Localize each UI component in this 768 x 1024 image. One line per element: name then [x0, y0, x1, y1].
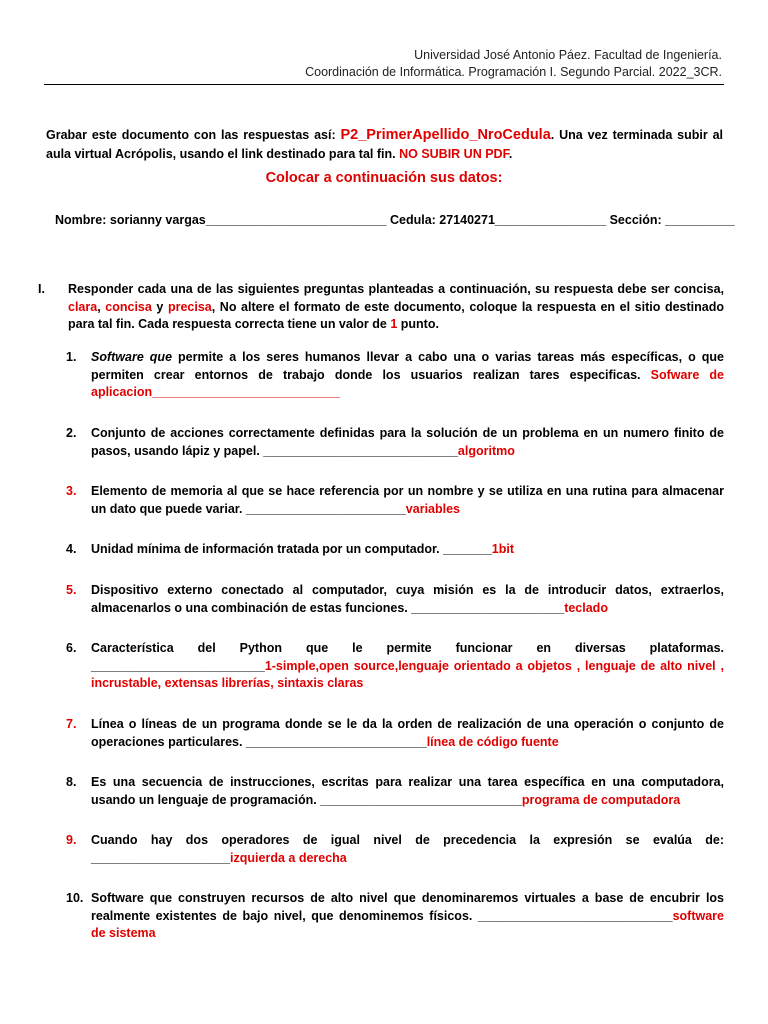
question-5: [66, 582, 724, 617]
question-body: [91, 349, 724, 402]
question-body: [91, 582, 724, 617]
question-body: [91, 832, 724, 867]
word-concisa: concisa: [105, 299, 152, 314]
question-8: [66, 774, 724, 809]
answer-text[interactable]: programa de computadora: [521, 792, 681, 807]
question-body: [91, 541, 724, 559]
question-body: [91, 890, 724, 943]
header-line-2: Coordinación de Informática. Programación I. Segundo Parcial. 2022_3CR.: [305, 65, 722, 79]
header-line-1: Universidad José Antonio Páez. Facultad de Ingeniería.: [414, 48, 722, 62]
answer-text[interactable]: 1-simple,open source,lenguaje orientado a objetos , lenguaje de alto nivel , incrustable, extensas librerías, sintaxis claras: [91, 658, 724, 690]
header-divider: [44, 84, 724, 85]
question-4: [66, 541, 724, 559]
section-and: y: [151, 299, 168, 314]
question-9: [66, 832, 724, 867]
question-6: [66, 640, 724, 693]
question-text: Conjunto de acciones correctamente definidas para la solución de un problema en un numero finito de pasos, usando lápiz y papel. ____________________________: [91, 426, 724, 458]
question-body: [91, 774, 724, 809]
question-text: Línea o líneas de un programa donde se le da la orden de realización de una operación o conjunto de operaciones particulares. __________________________: [91, 717, 724, 749]
question-text: Elemento de memoria al que se hace referencia por un nombre y se utiliza en una rutina para almacenar un dato que puede variar. _______________________: [91, 484, 724, 516]
answer-text[interactable]: software de sistema: [91, 908, 724, 940]
answer-text[interactable]: teclado: [564, 600, 608, 615]
data-subtitle: Colocar a continuación sus datos:: [265, 170, 503, 186]
question-italic-text: Software que: [91, 350, 173, 364]
section-text-3: punto.: [397, 317, 439, 331]
instructions-part-2: . Una vez terminada subir al aula virtual Acrópolis, usando el link destinado para tal fin.: [46, 128, 723, 161]
question-body: [91, 425, 724, 460]
question-text: Característica del Python que le permite funcionar en diversas plataformas. _________________________: [91, 641, 724, 673]
question-number: 9.: [66, 833, 77, 847]
question-10: [66, 890, 724, 943]
answer-text[interactable]: Sofware de aplicacion___________________________: [91, 367, 725, 399]
question-number: 6.: [66, 641, 77, 655]
question-number: 7.: [66, 717, 77, 731]
question-body: [91, 483, 724, 518]
section-number: I.: [38, 282, 45, 296]
question-number: 8.: [66, 775, 77, 789]
instructions-part-1: Grabar este documento con las respuestas así:: [46, 128, 341, 142]
section-text-2: , No altere el formato de este documento, coloque la respuesta en el sitio destinado para tal fin. Cada respuesta correcta tiene un valor de: [68, 299, 724, 331]
question-number: 2.: [66, 426, 77, 440]
question-number: 4.: [66, 542, 77, 556]
answer-text[interactable]: variables: [405, 501, 461, 516]
section-comma: ,: [97, 299, 101, 314]
question-2: [66, 425, 724, 460]
question-text: permite a los seres humanos llevar a cabo una o varias tareas más específicas, o que permiten crear entornos de trabajo donde los usuarios realizan tares especificas.: [91, 350, 724, 382]
answer-text[interactable]: algoritmo: [457, 443, 515, 458]
section-text-1: Responder cada una de las siguientes preguntas planteadas a continuación, su respuesta debe ser concisa,: [68, 282, 724, 296]
question-text: Unidad mínima de información tratada por un computador. _______: [91, 542, 492, 556]
question-number: 3.: [66, 484, 77, 498]
question-3: [66, 483, 724, 518]
section-instructions: [68, 281, 724, 334]
point-value: 1: [390, 317, 398, 331]
instructions-paragraph: [46, 126, 723, 164]
answer-text[interactable]: 1bit: [491, 542, 515, 556]
student-data-line[interactable]: Nombre: sorianny vargas__________________________ Cedula: 27140271________________ Sección: __________: [55, 213, 735, 227]
question-1: [66, 349, 724, 402]
document-header: [82, 47, 722, 81]
question-text: Software que construyen recursos de alto nivel que denominaremos virtuales a base de encubrir los realmente existentes de bajo nivel, que denominemos físicos. ____________________________: [91, 891, 724, 923]
question-number: 1.: [66, 350, 77, 364]
instructions-end: .: [508, 147, 513, 161]
section-i: [38, 281, 724, 334]
question-text: Cuando hay dos operadores de igual nivel de precedencia la expresión se evalúa de: ____________________: [91, 833, 724, 865]
question-number: 10.: [66, 891, 84, 905]
filename-format: P2_PrimerApellido_NroCedula: [340, 127, 551, 143]
word-precisa: precisa: [167, 299, 212, 314]
question-7: [66, 716, 724, 751]
question-text: Dispositivo externo conectado al computador, cuya misión es la de introducir datos, extraerlos, almacenarlos o una combinación de estas funciones. ______________________: [91, 583, 724, 615]
answer-text[interactable]: línea de código fuente: [426, 734, 559, 749]
no-pdf-warning: NO SUBIR UN PDF: [399, 147, 509, 161]
word-clara: clara: [68, 299, 98, 314]
question-body: [91, 716, 724, 751]
question-number: 5.: [66, 583, 77, 597]
question-body: [91, 640, 724, 693]
answer-text[interactable]: izquierda a derecha: [230, 850, 347, 865]
question-text: Es una secuencia de instrucciones, escritas para realizar una tarea específica en una computadora, usando un lenguaje de programación. _____________________________: [91, 775, 724, 807]
